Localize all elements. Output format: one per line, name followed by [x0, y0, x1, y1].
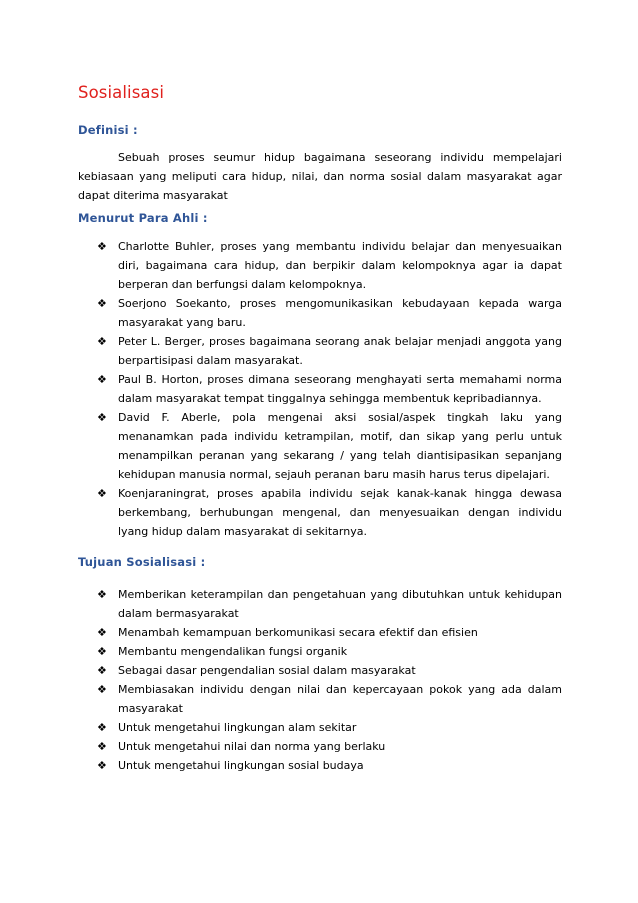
tujuan-heading: Tujuan Sosialisasi :: [78, 555, 206, 569]
list-item: ❖ Charlotte Buhler, proses yang membantu individu belajar dan menyesuaikan diri, bagaimana cara hidup, dan berpikir dalam kelompoknya agar ia dapat berperan dan berfungsi dalam kelompoknya.: [97, 237, 562, 294]
list-item: ❖ Menambah kemampuan berkomunikasi secara efektif dan efisien: [97, 623, 562, 642]
list-item: ❖ Soerjono Soekanto, proses mengomunikasikan kebudayaan kepada warga masyarakat yang baru.: [97, 294, 562, 332]
diamond-dots-bullet-icon: ❖: [97, 683, 107, 696]
list-item: ❖ Peter L. Berger, proses bagaimana seorang anak belajar menjadi anggota yang berpartisipasi dalam masyarakat.: [97, 332, 562, 370]
diamond-dots-bullet-icon: ❖: [97, 664, 107, 677]
diamond-dots-bullet-icon: ❖: [97, 335, 107, 348]
list-item: ❖ Untuk mengetahui nilai dan norma yang berlaku: [97, 737, 562, 756]
definisi-text: Sebuah proses seumur hidup bagaimana seseorang individu mempelajari kebiasaan yang meliputi cara hidup, nilai, dan norma sosial dalam masyarakat agar dapat diterima masyarakat: [78, 151, 562, 202]
list-item: ❖ Membiasakan individu dengan nilai dan kepercayaan pokok yang ada dalam masyarakat: [97, 680, 562, 718]
diamond-dots-bullet-icon: ❖: [97, 373, 107, 386]
list-item: ❖ Paul B. Horton, proses dimana seseorang menghayati serta memahami norma dalam masyarakat tempat tinggalnya sehingga membentuk kepribadiannya.: [97, 370, 562, 408]
list-item: ❖ Untuk mengetahui lingkungan alam sekitar: [97, 718, 562, 737]
diamond-dots-bullet-icon: ❖: [97, 626, 107, 639]
list-item: ❖ Membantu mengendalikan fungsi organik: [97, 642, 562, 661]
diamond-dots-bullet-icon: ❖: [97, 588, 107, 601]
list-item: ❖ Memberikan keterampilan dan pengetahuan yang dibutuhkan untuk kehidupan dalam bermasyarakat: [97, 585, 562, 623]
definisi-heading: Definisi :: [78, 123, 138, 137]
list-item: ❖ Untuk mengetahui lingkungan sosial budaya: [97, 756, 562, 775]
diamond-dots-bullet-icon: ❖: [97, 645, 107, 658]
ahli-heading: Menurut Para Ahli :: [78, 211, 208, 225]
diamond-dots-bullet-icon: ❖: [97, 411, 107, 424]
diamond-dots-bullet-icon: ❖: [97, 487, 107, 500]
ahli-list: [97, 237, 562, 541]
diamond-dots-bullet-icon: ❖: [97, 740, 107, 753]
list-item: ❖ Koenjaraningrat, proses apabila individu sejak kanak-kanak hingga dewasa berkembang, berhubungan mengenal, dan menyesuaikan dengan individu lyang hidup dalam masyarakat di sekitarnya.: [97, 484, 562, 541]
page-title: Sosialisasi: [78, 83, 165, 102]
definisi-paragraph: [78, 148, 562, 205]
list-item: ❖ Sebagai dasar pengendalian sosial dalam masyarakat: [97, 661, 562, 680]
diamond-dots-bullet-icon: ❖: [97, 759, 107, 772]
diamond-dots-bullet-icon: ❖: [97, 721, 107, 734]
diamond-dots-bullet-icon: ❖: [97, 240, 107, 253]
tujuan-list: [97, 585, 562, 775]
diamond-dots-bullet-icon: ❖: [97, 297, 107, 310]
list-item: ❖ David F. Aberle, pola mengenai aksi sosial/aspek tingkah laku yang menanamkan pada individu ketrampilan, motif, dan sikap yang perlu untuk menampilkan peranan yang sekarang / yang telah diantisipasikan sepanjang kehidupan manusia normal, sejauh peranan baru masih harus terus dipelajari.: [97, 408, 562, 484]
